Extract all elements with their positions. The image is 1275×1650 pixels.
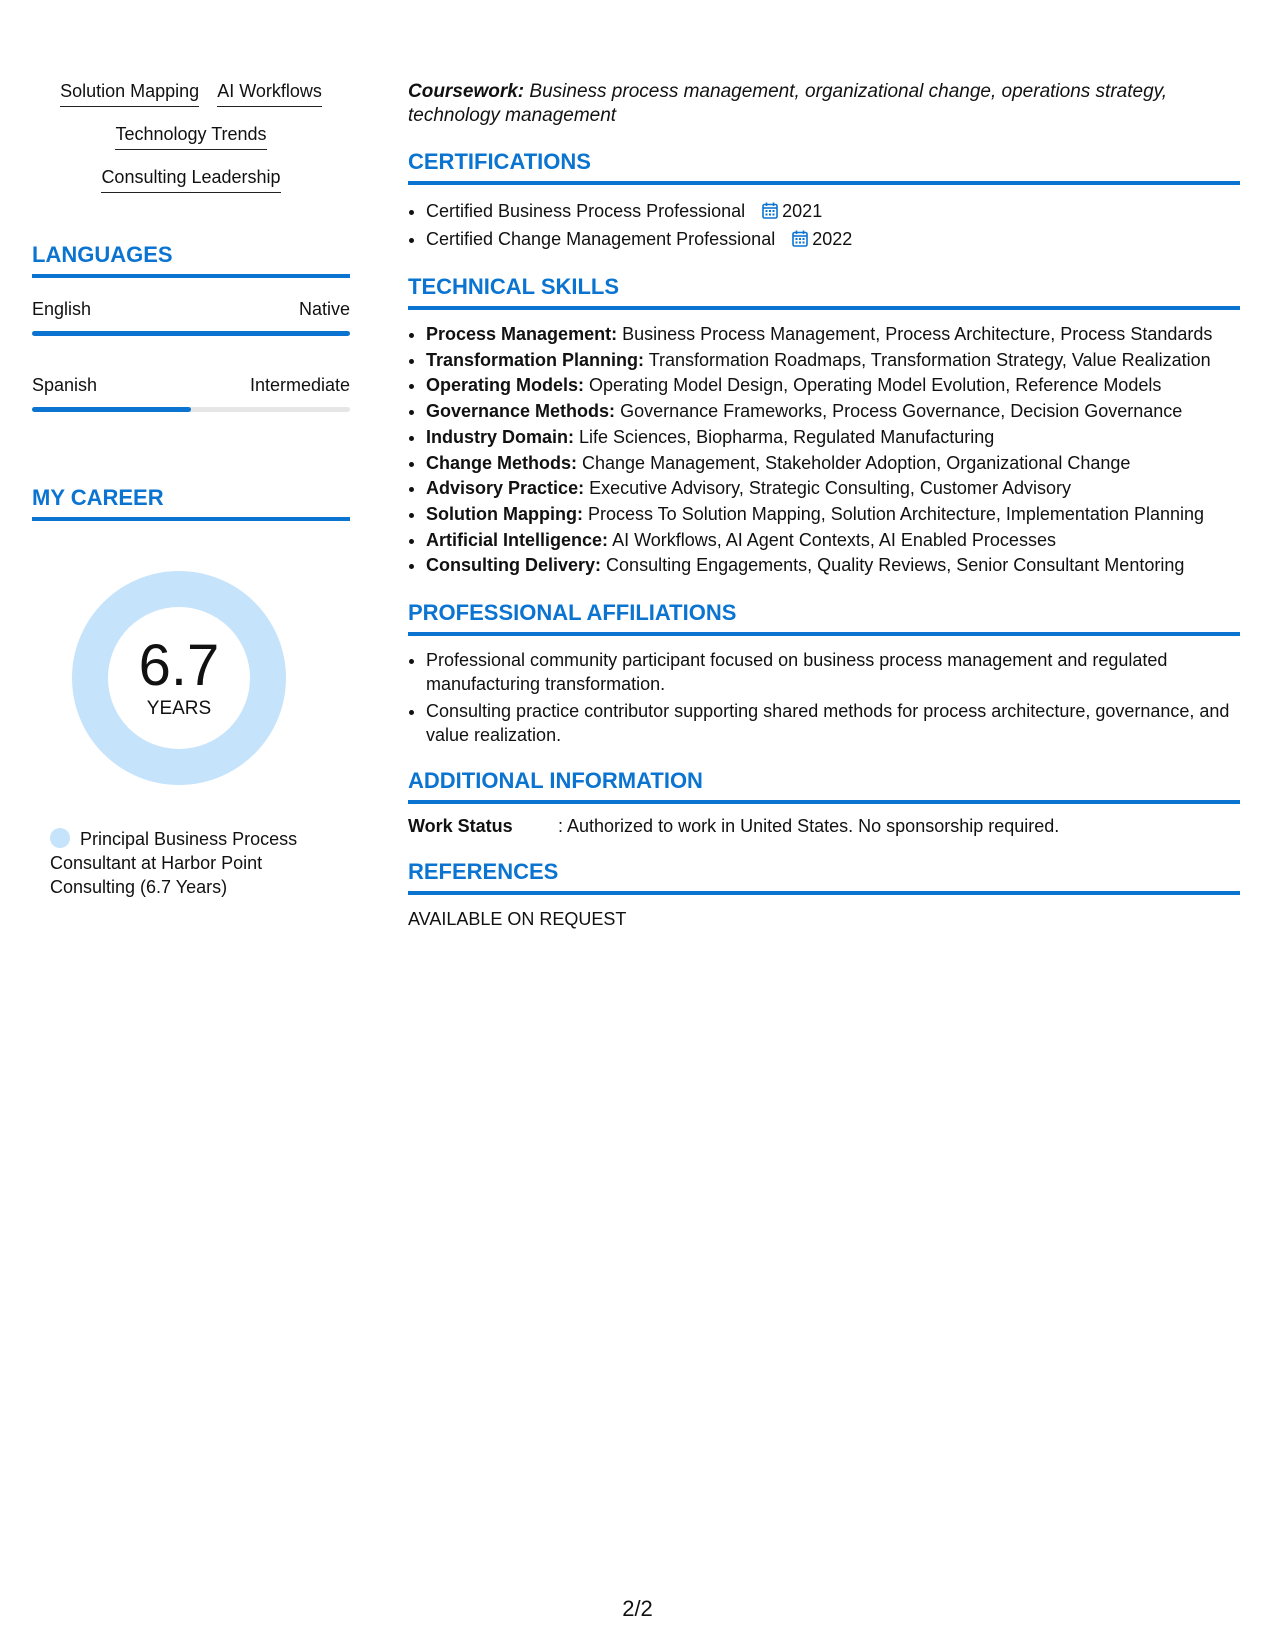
tag-row [32, 123, 350, 150]
skill-tag: AI Workflows [217, 80, 322, 107]
certification-year: 2022 [812, 229, 853, 249]
skill-tag: Consulting Leadership [101, 166, 280, 193]
section-title: MY CAREER [32, 485, 164, 510]
skill-item [426, 451, 1240, 477]
work-status-row [408, 814, 1240, 838]
calendar-icon [762, 202, 778, 219]
skill-item [426, 373, 1240, 399]
skill-text: Consulting Engagements, Quality Reviews, Senior Consultant Mentoring [606, 555, 1185, 576]
skill-text: Life Sciences, Biopharma, Regulated Manufacturing [579, 426, 995, 447]
language-item [32, 374, 350, 412]
language-level: Native [298, 299, 350, 319]
section-title: ADDITIONAL INFORMATION [408, 768, 703, 794]
skill-text: AI Workflows, AI Agent Contexts, AI Enabled Processes [612, 529, 1056, 550]
skill-label: Change Methods: [426, 452, 577, 473]
language-name: Spanish [32, 375, 98, 395]
skill-text: Executive Advisory, Strategic Consulting, Customer Advisory [589, 478, 1071, 499]
tag-row [32, 166, 350, 193]
certification-item [426, 225, 1240, 253]
section-rule [408, 181, 1240, 185]
certifications-section [408, 148, 1240, 253]
section-rule [408, 891, 1240, 895]
coursework-label: Coursework: [408, 81, 525, 102]
calendar-icon [792, 230, 808, 247]
skills-list [408, 322, 1240, 579]
skill-label: Process Management: [426, 324, 618, 344]
section-rule [32, 517, 350, 521]
skill-item [426, 425, 1240, 451]
skill-item [426, 553, 1240, 579]
skill-tags [32, 80, 350, 193]
legend-dot [50, 828, 70, 848]
affiliation-item: • Consulting practice contributor supporting shared methods for process architecture, governance, and value realization. [426, 699, 1240, 747]
skill-tag: Technology Trends [115, 123, 266, 150]
proficiency-bar [32, 331, 350, 336]
skill-text: Operating Model Design, Operating Model Evolution, Reference Models [589, 375, 1162, 396]
section-title: CERTIFICATIONS [408, 149, 591, 174]
right-column [408, 80, 1240, 931]
career-legend-text: Principal Business Process Consultant at Harbor Point Consulting (6.7 Years) [50, 829, 298, 897]
career-unit: YEARS [146, 698, 212, 719]
coursework-text: Business process management, organizational change, operations strategy, technology management [408, 81, 1167, 126]
skill-label: Transformation Planning: [426, 349, 645, 370]
language-item [32, 298, 350, 336]
affiliations-section [408, 599, 1240, 747]
skill-text: Process To Solution Mapping, Solution Architecture, Implementation Planning [587, 503, 1205, 524]
skill-label: Consulting Delivery: [426, 555, 602, 576]
career-total: 6.7 [138, 633, 220, 698]
skill-label: Solution Mapping: [426, 503, 583, 524]
skill-item [426, 322, 1240, 348]
language-name: English [32, 299, 92, 319]
languages-section [32, 241, 350, 412]
page-number: 2/2 [622, 1596, 653, 1621]
work-status-label: Work Status [408, 816, 513, 837]
language-level: Intermediate [249, 375, 350, 395]
left-column [32, 80, 350, 899]
additional-info-section [408, 767, 1240, 838]
skill-text: Business Process Management, Process Architecture, Process Standards [622, 324, 1213, 344]
tag-row [32, 80, 350, 107]
proficiency-bar [32, 407, 350, 412]
skill-item [426, 502, 1240, 528]
proficiency-fill [32, 407, 191, 412]
certification-name: Certified Business Process Professional [426, 201, 746, 221]
section-title: TECHNICAL SKILLS [408, 274, 620, 299]
proficiency-fill [32, 331, 350, 336]
certification-name: Certified Change Management Professional [426, 229, 776, 249]
section-rule [408, 306, 1240, 310]
technical-skills-section [408, 273, 1240, 579]
affiliation-item: • Professional community participant focused on business process management and regulated manufacturing transformation. [426, 648, 1240, 696]
skill-label: Operating Models: [426, 375, 585, 396]
coursework [408, 80, 1240, 128]
references-text: AVAILABLE ON REQUEST [408, 909, 627, 930]
references-section [408, 858, 1240, 931]
skill-item [426, 399, 1240, 425]
skill-item [426, 476, 1240, 502]
skill-label: Artificial Intelligence: [426, 529, 609, 550]
career-donut [66, 565, 292, 791]
donut-center [66, 565, 292, 791]
skill-text: Governance Frameworks, Process Governance, Decision Governance [620, 401, 1183, 422]
section-rule [408, 632, 1240, 636]
certification-item [426, 197, 1240, 225]
skill-item [426, 348, 1240, 374]
career-section [32, 484, 350, 899]
skill-text: Transformation Roadmaps, Transformation Strategy, Value Realization [648, 349, 1211, 370]
skill-label: Governance Methods: [426, 401, 616, 422]
certification-year: 2021 [782, 201, 823, 221]
section-rule [408, 800, 1240, 804]
section-title: LANGUAGES [32, 242, 173, 267]
skill-label: Advisory Practice: [426, 478, 585, 499]
affiliations-list [408, 648, 1240, 747]
skill-item [426, 528, 1240, 554]
section-title: REFERENCES [408, 859, 559, 885]
skill-tag: Solution Mapping [60, 80, 199, 107]
career-legend-item [50, 827, 330, 899]
skill-label: Industry Domain: [426, 426, 575, 447]
section-title: PROFESSIONAL AFFILIATIONS [408, 600, 737, 626]
skill-text: Change Management, Stakeholder Adoption, Organizational Change [582, 452, 1131, 473]
certifications-list [408, 197, 1240, 253]
work-status-value: : Authorized to work in United States. No sponsorship required. [558, 816, 1060, 837]
